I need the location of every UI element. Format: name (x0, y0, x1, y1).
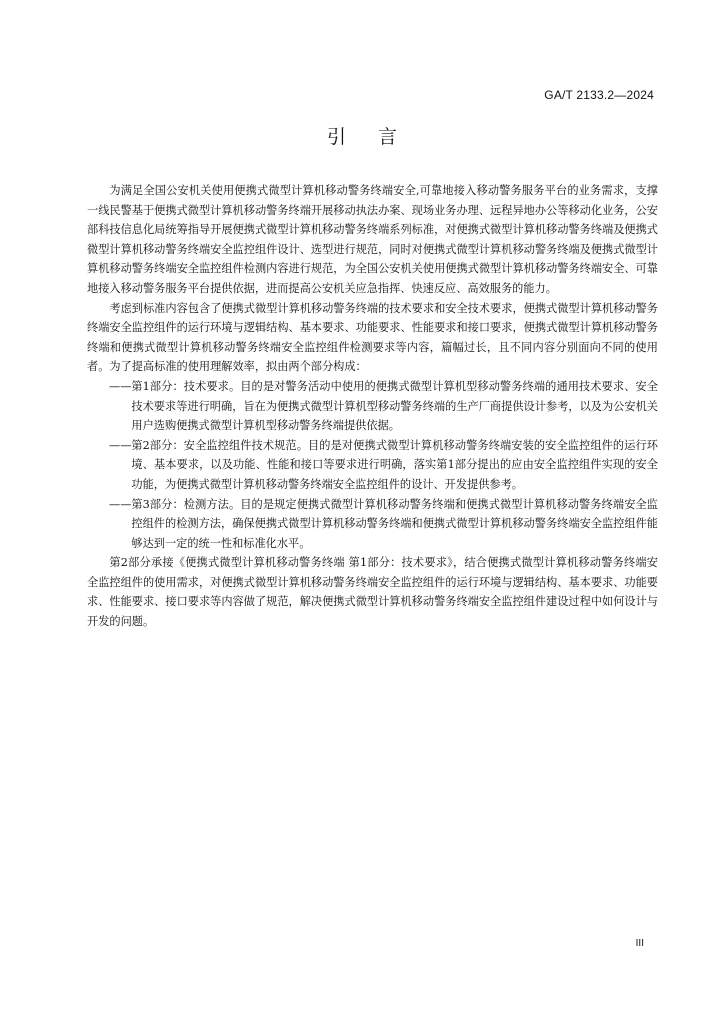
paragraph: 为满足全国公安机关使用便携式微型计算机移动警务终端安全,可靠地接入移动警务服务平台的业务需求，支撑一线民警基于便携式微型计算机移动警务终端开展移动执法办案、现场业务办理、远程异地办公等移动化业务，公安部科技信息化局统筹指导开展便携式微型计算机移动警务终端系列标准，对便携式微型计算机移动警务终端及便携式微型计算机移动警务终端安全监控组件设计、选型进行规范，同时对便携式微型计算机移动警务终端及便携式微型计算机移动警务终端安全监控组件检测内容进行规范，为全国公安机关使用便携式微型计算机移动警务终端安全、可靠地接入移动警务服务平台提供依据，进而提高公安机关应急指挥、快速反应、高效服务的能力。 (87, 184, 658, 295)
list-dash: —— (109, 379, 132, 393)
list-item-text: 第3部分：检测方法。目的是规定便携式微型计算机移动警务终端和便携式微型计算机移动警务终端安全监控组件的检测方法，确保便携式微型计算机移动警务终端和便携式微型计算机移动警务终端安全监控组件能够达到一定的统一性和标准化水平。 (131, 497, 658, 550)
paragraph: 考虑到标准内容包含了便携式微型计算机移动警务终端的技术要求和安全技术要求，便携式微型计算机移动警务终端安全监控组件的运行环境与逻辑结构、基本要求、功能要求、性能要求和接口要求，便携式微型计算机移动警务终端和便携式微型计算机移动警务终端安全监控组件检测要求等内容，篇幅过长，且不同内容分别面向不同的使用者。为了提高标准的使用理解效率，拟由两个部分构成： (87, 301, 658, 374)
list-dash: —— (109, 497, 132, 511)
list-item-text: 第2部分：安全监控组件技术规范。目的是对便携式微型计算机移动警务终端安装的安全监控组件的运行环境、基本要求，以及功能、性能和接口等要求进行明确，落实第1部分提出的应由安全监控组件实现的安全功能，为便携式微型计算机移动警务终端安全监控组件的设计、开发提供参考。 (131, 438, 658, 491)
standard-code: GA/T 2133.2—2024 (544, 88, 654, 102)
list-dash: —— (109, 438, 132, 452)
page-number: III (635, 938, 644, 949)
list-item (87, 436, 658, 495)
list-item (87, 495, 658, 554)
list-item (87, 377, 658, 436)
document-body (87, 181, 658, 632)
page-title: 引言 (326, 126, 429, 148)
closing-paragraph: 第2部分承接《便携式微型计算机移动警务终端 第1部分：技术要求》，结合便携式微型计算机移动警务终端安全监控组件的使用需求，对便携式微型计算机移动警务终端安全监控组件的运行环境与逻辑结构、基本要求、功能要求、性能要求、接口要求等内容做了规范，解决便携式微型计算机移动警务终端安全监控组件建设过程中如何设计与开发的问题。 (87, 556, 658, 629)
list-item-text: 第1部分：技术要求。目的是对警务活动中使用的便携式微型计算机型移动警务终端的通用技术要求、安全技术要求等进行明确，旨在为便携式微型计算机型移动警务终端的生产厂商提供设计参考，以及为公安机关用户选购便携式微型计算机型移动警务终端提供依据。 (131, 379, 658, 433)
